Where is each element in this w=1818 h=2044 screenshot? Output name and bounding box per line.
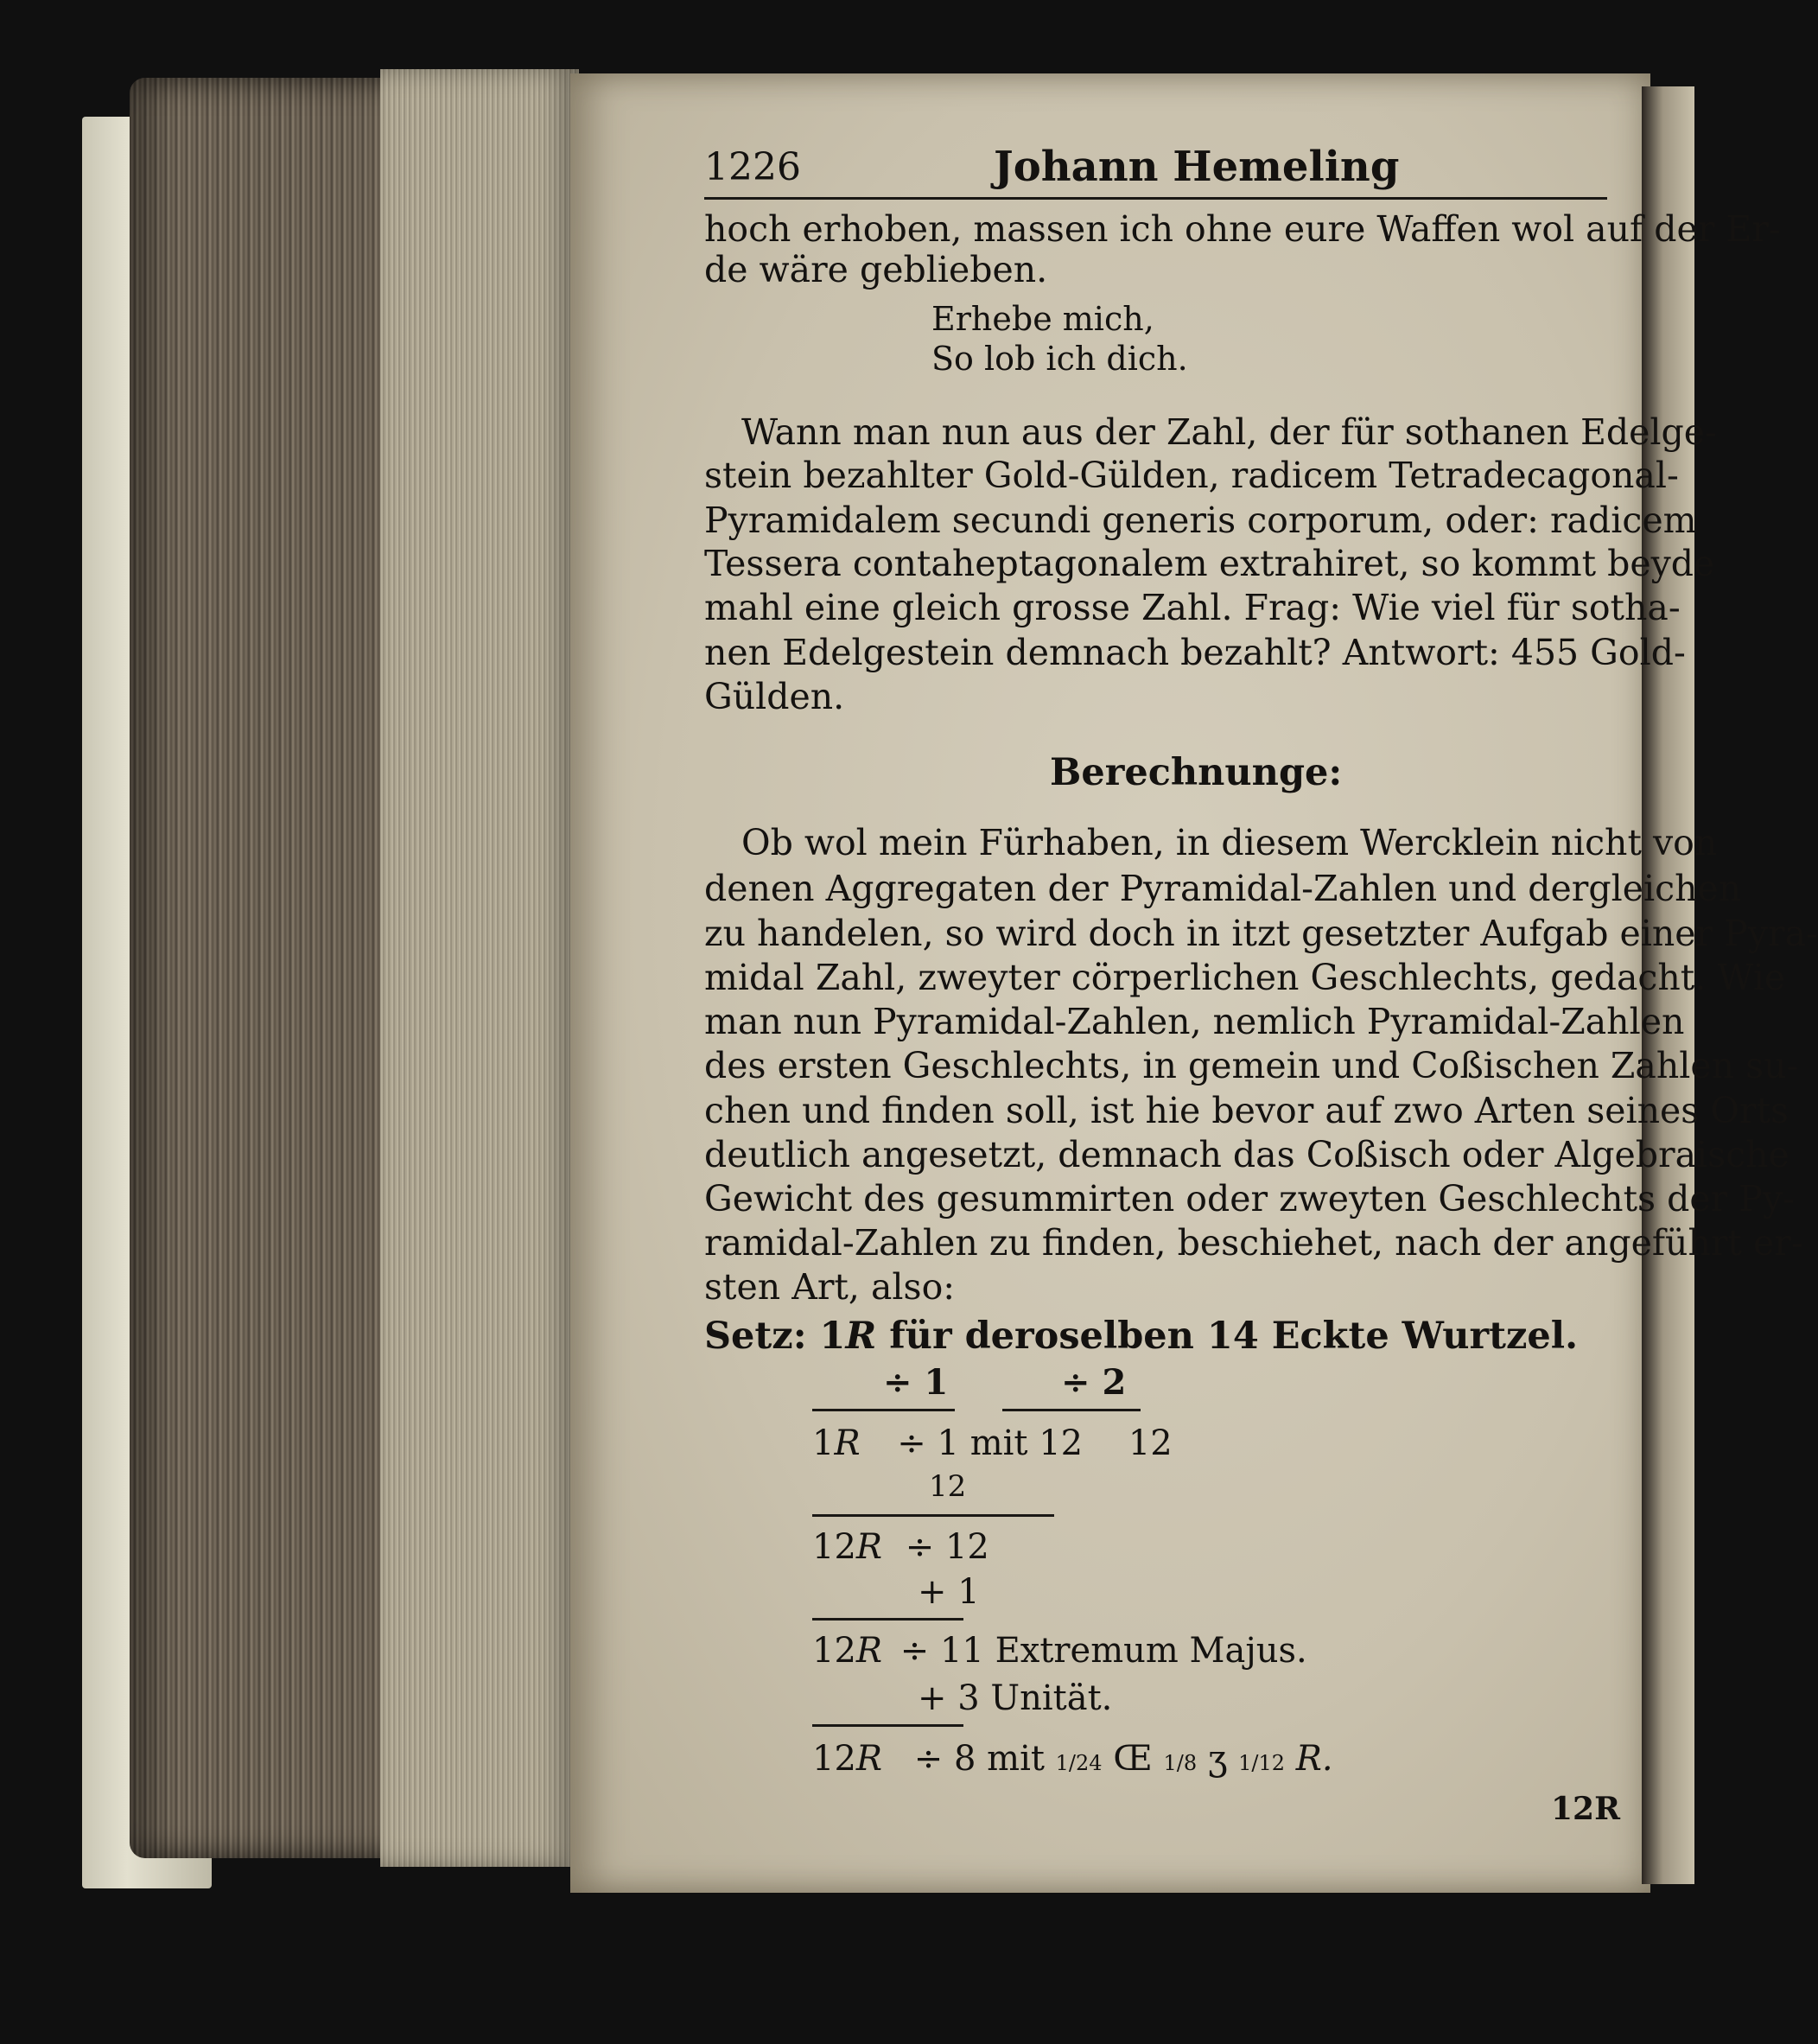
text-line: denen Aggregaten der Pyramidal-Zahlen und dergleichen <box>704 868 1742 909</box>
fraction: 1/12 <box>1238 1751 1286 1775</box>
text-line: Gewicht des gesummirten oder zweyten Geschlechts der Py- <box>704 1178 1795 1219</box>
text-line: de wäre geblieben. <box>704 249 1048 290</box>
page-number: 1226 <box>704 145 801 189</box>
term: ÷ 11 Extremum Majus. <box>899 1631 1307 1671</box>
addend: + 1 <box>918 1572 980 1612</box>
text-line: chen und finden soll, ist hie bevor auf zwo Arten seines Orts <box>704 1090 1789 1131</box>
running-title: Johann Hemeling <box>994 143 1400 191</box>
text-line: Ob wol mein Fürhaben, in diesem Wercklein nicht von <box>741 822 1718 863</box>
set-line <box>704 1315 1579 1358</box>
root-symbol: R <box>834 1423 861 1463</box>
text-line: stein bezahlter Gold-Gülden, radicem Tetradecagonal- <box>704 455 1679 496</box>
set-line-prefix: Setz: 1 <box>704 1315 846 1358</box>
fraction: 1/8 <box>1163 1751 1198 1775</box>
math-rule <box>812 1618 963 1621</box>
math-rule <box>812 1514 1054 1517</box>
text-line: des ersten Geschlechts, in gemein und Coßischen Zahlen su- <box>704 1045 1799 1086</box>
multiplier: 12 <box>929 1469 967 1504</box>
term: ÷ 1 mit 12 <box>897 1423 1084 1463</box>
term: Œ <box>1102 1739 1164 1779</box>
catchword: 12R <box>1551 1791 1621 1827</box>
text-line: hoch erhoben, massen ich ohne eure Waffen wol auf der Er- <box>704 208 1781 250</box>
coef: 12 <box>812 1527 856 1567</box>
divisor-2: ÷ 2 <box>1061 1362 1127 1403</box>
header-rule <box>704 197 1607 200</box>
text-line: ramidal-Zahlen zu finden, beschiehet, nach der angeführt er- <box>704 1222 1803 1264</box>
term: ÷ 8 mit <box>913 1739 1056 1779</box>
term: ʒ <box>1197 1739 1239 1779</box>
divisor-1: ÷ 1 <box>883 1362 949 1403</box>
text-line: deutlich angesetzt, demnach das Coßisch oder Algebraische <box>704 1134 1789 1175</box>
text-line: sten Art, also: <box>704 1266 956 1308</box>
coef: 1 <box>812 1423 835 1463</box>
text-line: Gülden. <box>704 676 845 717</box>
term: R. <box>1285 1739 1333 1779</box>
text-line: nen Edelgestein demnach bezahlt? Antwort: 455 Gold- <box>704 632 1686 673</box>
verse-line: So lob ich dich. <box>931 340 1188 378</box>
text-line: Tessera contaheptagonalem extrahiret, so kommt beyde <box>704 543 1715 584</box>
text-line: Pyramidalem secundi generis corporum, oder: radicem <box>704 500 1697 541</box>
math-rule <box>1002 1409 1141 1411</box>
math-rule <box>812 1409 955 1411</box>
coef: 12 <box>812 1631 856 1671</box>
text-line: midal Zahl, zweyter cörperlichen Geschlechts, gedacht. Wie <box>704 957 1786 998</box>
text-line: man nun Pyramidal-Zahlen, nemlich Pyramidal-Zahlen <box>704 1001 1685 1042</box>
coef: 12 <box>812 1739 856 1779</box>
root-symbol: R <box>845 1315 877 1358</box>
math-rule <box>812 1724 963 1727</box>
root-symbol: R <box>855 1739 883 1779</box>
term: ÷ 12 <box>905 1527 989 1567</box>
math-row-1 <box>812 1423 1173 1463</box>
text-line: zu handelen, so wird doch in itzt gesetzter Aufgab einer Pyra- <box>704 913 1818 954</box>
addend: + 3 Unität. <box>918 1678 1113 1718</box>
verse-line: Erhebe mich, <box>931 300 1154 338</box>
text-line: mahl eine gleich grosse Zahl. Frag: Wie viel für sotha- <box>704 587 1681 628</box>
root-symbol: R <box>855 1631 883 1671</box>
page-edges <box>380 69 579 1867</box>
math-row-4 <box>812 1739 1333 1779</box>
text-line: Wann man nun aus der Zahl, der für sothanen Edelge- <box>741 411 1717 453</box>
fraction: 1/24 <box>1055 1751 1103 1775</box>
term: 12 <box>1128 1423 1173 1463</box>
set-line-suffix: für deroselben 14 Eckte Wurtzel. <box>876 1315 1579 1358</box>
section-heading: Berechnunge: <box>1050 751 1343 794</box>
root-symbol: R <box>855 1527 883 1567</box>
math-row-3 <box>812 1631 1307 1671</box>
math-row-2 <box>812 1527 989 1567</box>
